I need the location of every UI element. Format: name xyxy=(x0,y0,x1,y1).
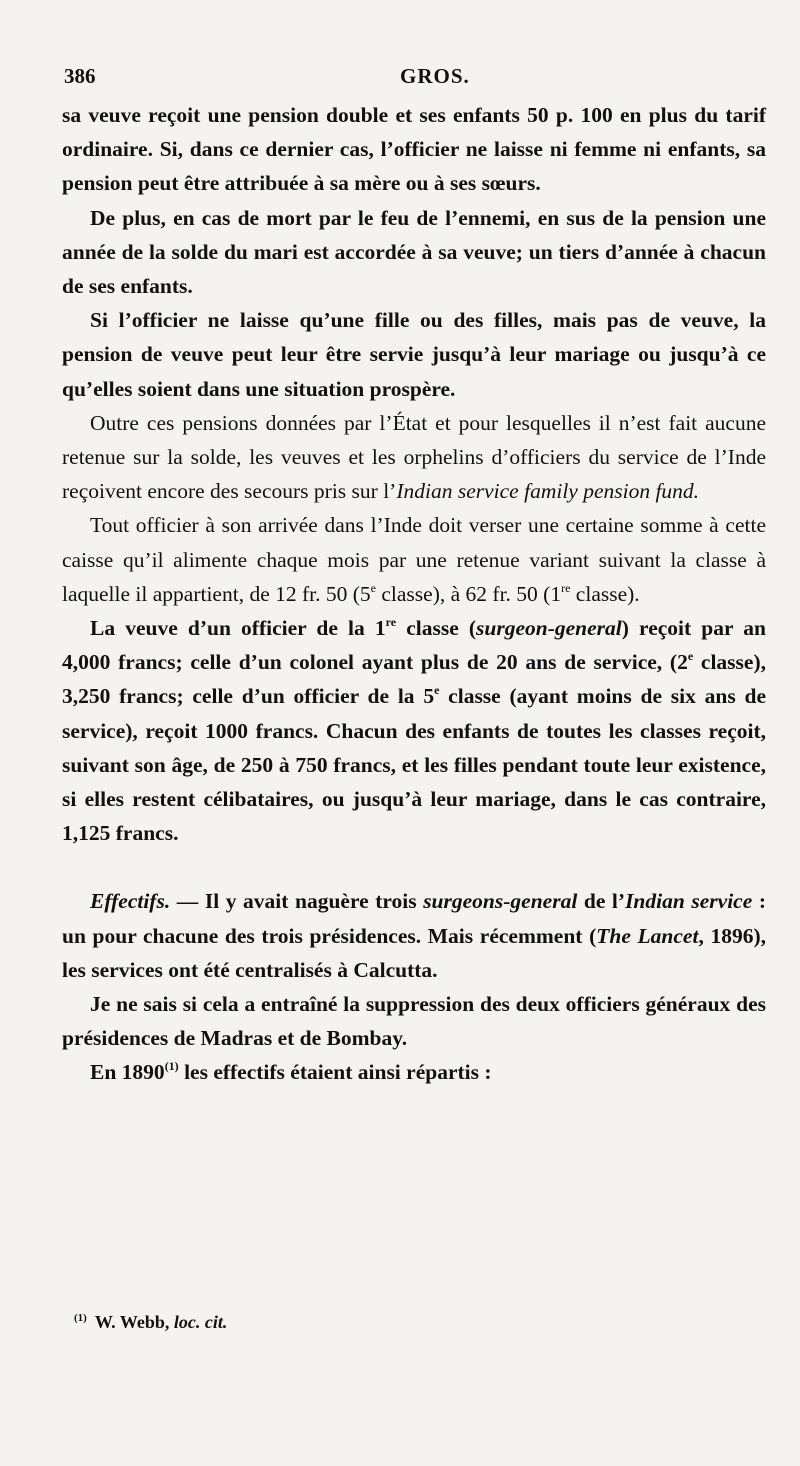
paragraph-8: Je ne sais si cela a entraîné la suppression des deux officiers généraux des présidences de Madras et de Bombay. xyxy=(62,992,766,1051)
fund-name: Indian service family pension fund. xyxy=(396,479,700,504)
rank-name: surgeon-general xyxy=(476,616,622,641)
paragraph-3: Si l’officier ne laisse qu’une fille ou des filles, mais pas de veuve, la pension de veuve peut leur être servie jusqu’à leur mariage ou jusqu’à ce qu’elles soient dans une situation prospère. xyxy=(62,308,766,401)
paragraph-9-a: En 1890 xyxy=(90,1060,165,1085)
page-number: 386 xyxy=(64,64,96,88)
footnote-mark: (1) xyxy=(74,1312,87,1324)
service-name: Indian service xyxy=(625,889,753,914)
rank-name: surgeons-general xyxy=(423,889,578,914)
paragraph-7-b: de l’ xyxy=(577,889,626,914)
superscript: re xyxy=(385,615,397,630)
paragraph-2: De plus, en cas de mort par le feu de l’ennemi, en sus de la pension une année de la solde du mari est accordée à sa veuve; un tiers d’année à chacun de ses enfants. xyxy=(62,205,766,299)
superscript: e xyxy=(687,649,694,664)
journal-name: The Lancet xyxy=(596,923,699,948)
paragraph-7-c: : un pour chacune des trois présidences. Mais récemment ( xyxy=(62,889,766,948)
paragraph-1: sa veuve reçoit une pension double et ses enfants 50 p. 100 en plus du tarif ordinaire. Si, dans ce dernier cas, l’officier ne laisse ni femme ni enfants, sa pension peut être attribuée à sa mère ou à ses sœurs. xyxy=(62,103,766,196)
footnote-reference: (1) xyxy=(164,1059,179,1074)
paragraph-9-b: les effectifs étaient ainsi répartis : xyxy=(178,1060,492,1085)
body-text xyxy=(62,98,766,1090)
paragraph-4-text: Outre ces pensions données par l’État et pour lesquelles il n’est fait aucune retenue sur la solde, les veuves et les orphelins d’officiers du service de l’Inde reçoivent encore des secours pris sur l’ xyxy=(62,410,766,504)
footnote-text: W. Webb, xyxy=(94,1312,174,1332)
footnote xyxy=(74,1312,227,1333)
paragraph-6-c: ) reçoit par an 4,000 francs; celle d’un colonel ayant plus de 20 ans de service, (2 xyxy=(62,616,766,675)
paragraph-7 xyxy=(62,884,766,987)
page-header xyxy=(62,58,766,98)
paragraph-7-d: , 1896), les services ont été centralisés à Calcutta. xyxy=(62,923,766,982)
superscript: re xyxy=(561,580,571,595)
paragraph-6-b: classe ( xyxy=(396,616,477,641)
running-title: GROS. xyxy=(400,64,470,88)
paragraph-5 xyxy=(62,508,766,611)
paragraph-5-c: classe). xyxy=(570,581,640,606)
section-heading: Effectifs. xyxy=(90,889,171,914)
superscript: e xyxy=(370,580,376,595)
paragraph-6-d: classe), 3,250 francs; celle d’un officier de la 5 xyxy=(62,650,766,709)
paragraph-6-a: La veuve d’un officier de la 1 xyxy=(90,616,386,641)
paragraph-9 xyxy=(62,1055,766,1089)
paragraph-6-e: classe (ayant moins de six ans de service), reçoit 1000 francs. Chacun des enfants de toutes les classes reçoit, suivant son âge, de 250 à 750 francs, et les filles pendant toute leur existence, si elles restent célibataires, ou jusqu’à leur mariage, dans le cas contraire, 1,125 francs. xyxy=(62,684,766,846)
paragraph-6 xyxy=(62,611,766,850)
paragraph-5-b: classe), à 62 fr. 50 (1 xyxy=(376,581,562,606)
superscript: e xyxy=(434,683,440,698)
paragraph-5-a: Tout officier à son arrivée dans l’Inde doit verser une certaine somme à cette caisse qu’il alimente chaque mois par une retenue variant suivant la classe à laquelle il appartient, de 12 fr. 50 (5 xyxy=(62,513,766,606)
paragraph-4 xyxy=(62,406,766,509)
paragraph-7-a: — Il y avait naguère trois xyxy=(170,889,424,914)
footnote-citation: loc. cit. xyxy=(173,1312,228,1332)
